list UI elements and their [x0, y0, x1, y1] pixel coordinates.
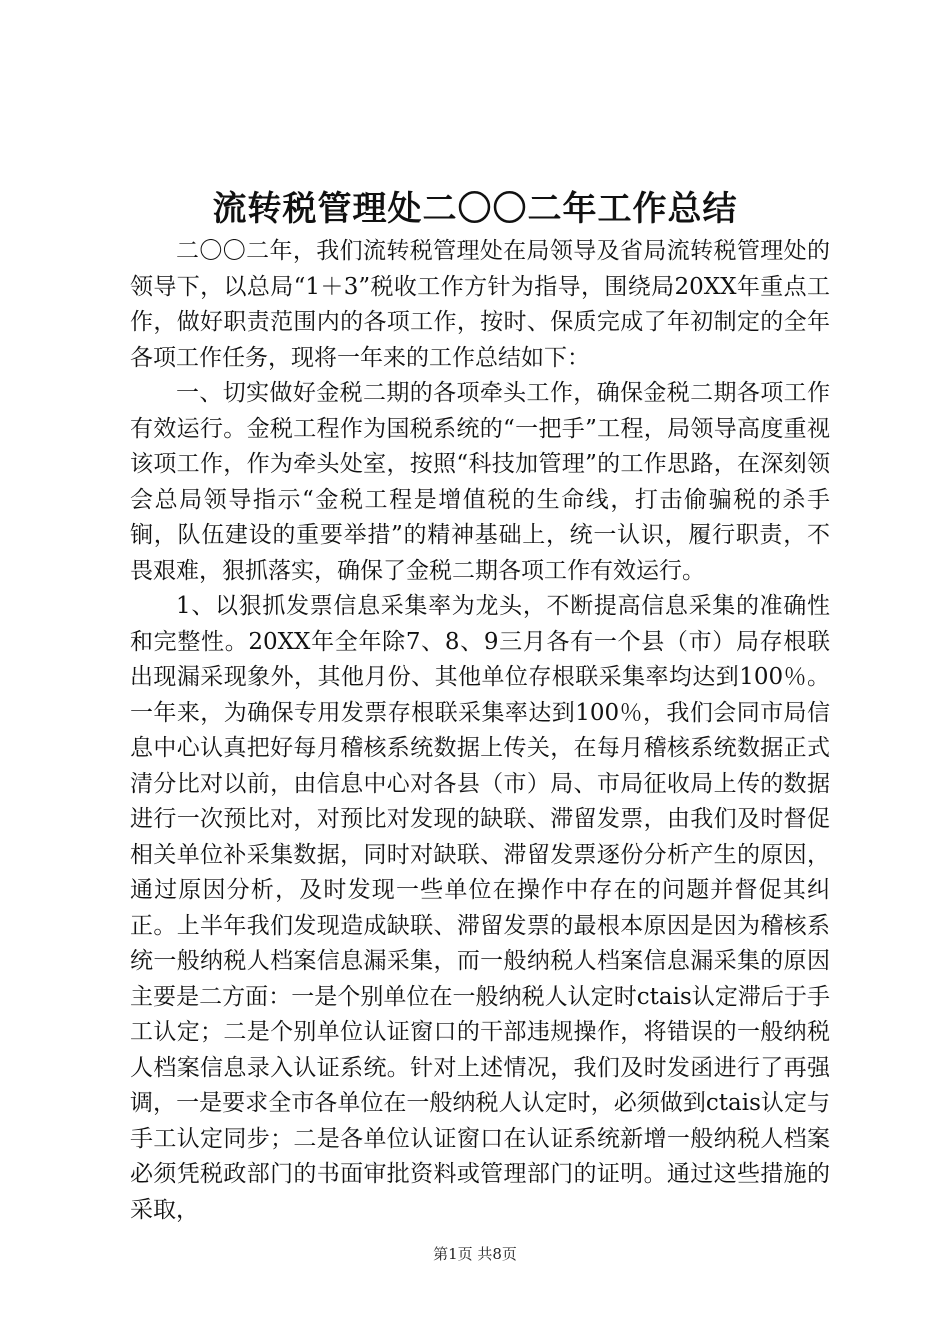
document-body: [130, 234, 830, 1228]
paragraph-section-1: 一、切实做好金税二期的各项牵头工作，确保金税二期各项工作有效运行。金税工程作为国税系统的“一把手”工程，局领导高度重视该项工作，作为牵头处室，按照“科技加管理”的工作思路，在深刻领会总局领导指示“金税工程是增值税的生命线，打击偷骗税的杀手锏，队伍建设的重要举措”的精神基础上，统一认识，履行职责，不畏艰难，狠抓落实，确保了金税二期各项工作有效运行。: [130, 380, 830, 584]
page-footer: 第1页 共8页: [433, 1245, 517, 1263]
document-title: 流转税管理处二〇〇二年工作总结: [212, 189, 738, 229]
paragraph-item-1: 1、以狠抓发票信息采集率为龙头，不断提高信息采集的准确性和完整性。20XX年全年除7、8、9三月各有一个县（市）局存根联出现漏采现象外，其他月份、其他单位存根联采集率均达到100％。一年来，为确保专用发票存根联采集率达到100％，我们会同市局信息中心认真把好每月稽核系统数据上传关，在每月稽核系统数据正式清分比对以前，由信息中心对各县（市）局、市局征收局上传的数据进行一次预比对，对预比对发现的缺联、滞留发票，由我们及时督促相关单位补采集数据，同时对缺联、滞留发票逐份分析产生的原因，通过原因分析，及时发现一些单位在操作中存在的问题并督促其纠正。上半年我们发现造成缺联、滞留发票的最根本原因是因为稽核系统一般纳税人档案信息漏采集，而一般纳税人档案信息漏采集的原因主要是二方面：一是个别单位在一般纳税人认定时ctais认定滞后于手工认定；二是个别单位认证窗口的干部违规操作，将错误的一般纳税人档案信息录入认证系统。针对上述情况，我们及时发函进行了再强调，一是要求全市各单位在一般纳税人认定时，必须做到ctais认定与手工认定同步；二是各单位认证窗口在认证系统新增一般纳税人档案必须凭税政部门的书面审批资料或管理部门的证明。通过这些措施的采取，: [130, 593, 830, 1223]
paragraph-intro: 二〇〇二年，我们流转税管理处在局领导及省局流转税管理处的领导下，以总局“1＋3”税收工作方针为指导，围绕局20XX年重点工作，做好职责范围内的各项工作，按时、保质完成了年初制定的全年各项工作任务，现将一年来的工作总结如下：: [130, 238, 830, 371]
